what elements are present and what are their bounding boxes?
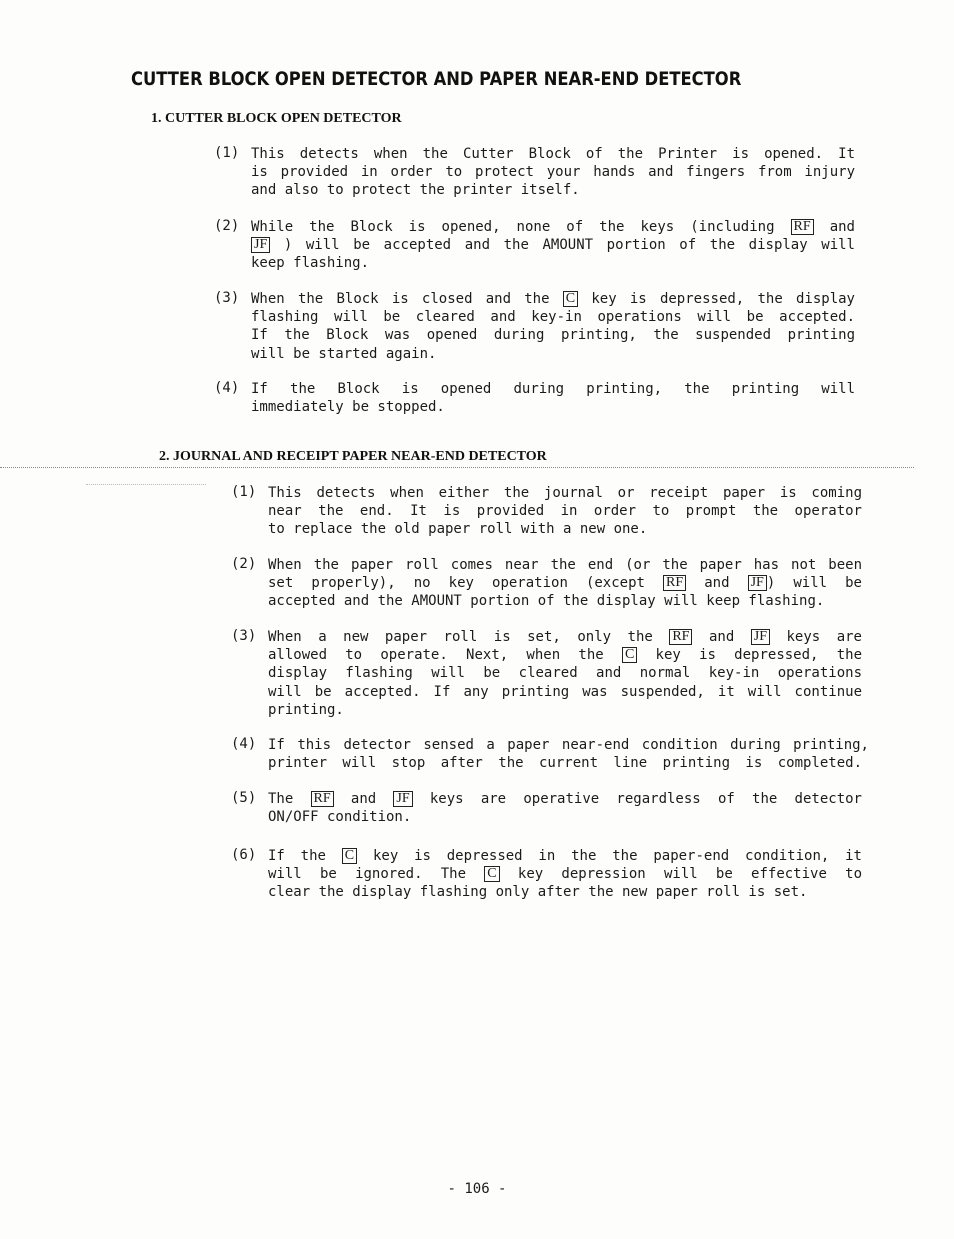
item-number: (3) — [231, 628, 257, 644]
jf-key-icon: JF — [751, 629, 770, 645]
text-line: flashing will be cleared and key-in operations will be accepted. — [251, 309, 855, 326]
text-line: When a new paper roll is set, only the RF and JF keys are — [268, 629, 862, 645]
c-key-icon: C — [563, 291, 578, 307]
text-line: display flashing will be cleared and normal key-in operations — [268, 665, 862, 682]
text-line: If the C key is depressed in the the paper-end condition, it — [268, 848, 862, 864]
text-line: printer will stop after the current line printing is completed. — [268, 755, 862, 772]
text-line: allowed to operate. Next, when the C key is depressed, the — [268, 647, 862, 664]
text-line: will be started again. — [251, 345, 437, 362]
c-key-icon: C — [622, 647, 637, 663]
c-key-icon: C — [484, 866, 499, 882]
item-number: (4) — [214, 380, 240, 396]
text-line: will be ignored. The C key depression will be effective to — [268, 866, 862, 883]
text-line: When the paper roll comes near the end (or the paper has not been — [268, 557, 862, 573]
text-line: printing. — [268, 701, 344, 718]
section-heading-near-end: 2. JOURNAL AND RECEIPT PAPER NEAR-END DETECTOR — [159, 449, 547, 464]
jf-key-icon: JF — [748, 575, 767, 591]
item-number: (2) — [214, 218, 240, 234]
rf-key-icon: RF — [663, 575, 686, 591]
text-line: This detects when the Cutter Block of the Printer is opened. It — [251, 146, 855, 162]
item-number: (6) — [231, 847, 257, 863]
rf-key-icon: RF — [791, 219, 814, 235]
item-number: (2) — [231, 556, 257, 572]
text-line: clear the display flashing only after the new paper roll is set. — [268, 884, 808, 901]
jf-key-icon: JF — [393, 791, 412, 807]
text-line: is provided in order to protect your hands and fingers from injury — [251, 164, 855, 181]
text-line: When the Block is closed and the C key is depressed, the display — [251, 291, 855, 307]
text-line: If the Block was opened during printing, the suspended printing — [251, 327, 855, 344]
text-line: JF ) will be accepted and the AMOUNT portion of the display will — [251, 236, 855, 254]
page-number: - 106 - — [447, 1181, 507, 1197]
text-line: near the end. It is provided in order to prompt the operator — [268, 503, 862, 520]
text-line: will be accepted. If any printing was suspended, it will continue — [268, 683, 862, 700]
item-number: (1) — [231, 484, 257, 500]
item-number: (3) — [214, 290, 240, 306]
text-line: This detects when either the journal or receipt paper is coming — [268, 485, 862, 501]
text-line: set properly), no key operation (except RF and JF ) will be — [268, 575, 862, 592]
text-line: accepted and the AMOUNT portion of the display will keep flashing. — [268, 593, 825, 610]
text-line: While the Block is opened, none of the keys (including RF and — [251, 219, 855, 235]
text-line: to replace the old paper roll with a new one. — [268, 521, 648, 538]
text-line: ON/OFF condition. — [268, 809, 412, 826]
item-number: (1) — [214, 145, 240, 161]
page-title: CUTTER BLOCK OPEN DETECTOR AND PAPER NEAR-END DETECTOR — [131, 68, 742, 90]
rf-key-icon: RF — [311, 791, 334, 807]
rf-key-icon: RF — [669, 629, 692, 645]
item-number: (5) — [231, 790, 257, 806]
divider — [0, 467, 914, 468]
text-line: keep flashing. — [251, 255, 370, 272]
text-line: If this detector sensed a paper near-end condition during printing, — [268, 737, 869, 753]
item-number: (4) — [231, 736, 257, 752]
text-line: If the Block is opened during printing, the printing will — [251, 381, 855, 397]
section-heading-cutter: 1. CUTTER BLOCK OPEN DETECTOR — [151, 111, 402, 126]
c-key-icon: C — [342, 848, 357, 864]
divider — [86, 484, 206, 485]
text-line: and also to protect the printer itself. — [251, 182, 580, 199]
text-line: immediately be stopped. — [251, 399, 445, 416]
text-line: The RF and JF keys are operative regardless of the detector — [268, 791, 862, 807]
jf-key-icon: JF — [251, 237, 270, 253]
